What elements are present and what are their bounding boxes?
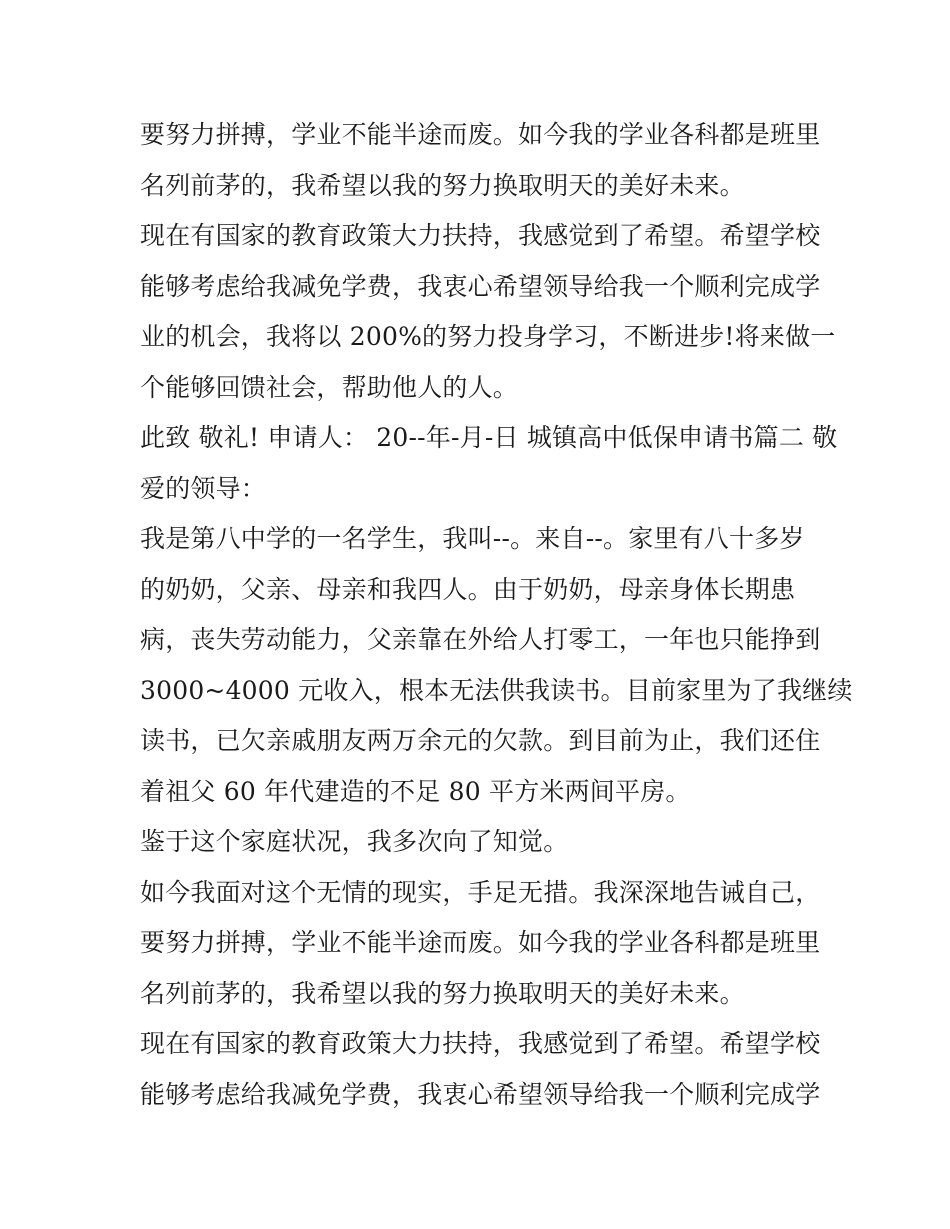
text-line: 个能够回馈社会，帮助他人的人。 xyxy=(140,372,519,402)
text-line: 要努力拼搏，学业不能半途而废。如今我的学业各科都是班里 xyxy=(140,120,821,149)
text-line: 病，丧失劳动能力，父亲靠在外给人打零工，一年也只能挣到 xyxy=(140,625,821,654)
text-line: 能够考虑给我减免学费，我衷心希望领导给我一个顺利完成学 xyxy=(140,1079,821,1109)
document-body xyxy=(140,110,853,1120)
text-line: 我是第八中学的一名学生，我叫--。来自--。家里有八十多岁 xyxy=(140,524,805,553)
text-line: 名列前茅的，我希望以我的努力换取明天的美好未来。 xyxy=(140,978,745,1008)
text-line: 3000~4000 元收入，根本无法供我读书。目前家里为了我继续 xyxy=(140,675,853,705)
text-line: 业的机会，我将以 200%的努力投身学习，不断进步!将来做一 xyxy=(140,322,836,351)
text-line: 读书，已欠亲戚朋友两万余元的欠款。到目前为止，我们还住 xyxy=(140,726,821,755)
text-line: 着祖父 60 年代建造的不足 80 平方米两间平房。 xyxy=(140,776,691,806)
text-line: 要努力拼搏，学业不能半途而废。如今我的学业各科都是班里 xyxy=(140,928,821,957)
text-line: 名列前茅的，我希望以我的努力换取明天的美好未来。 xyxy=(140,170,745,200)
text-line: 鉴于这个家庭状况，我多次向了知觉。 xyxy=(140,827,569,856)
text-line: 现在有国家的教育政策大力扶持，我感觉到了希望。希望学校 xyxy=(140,1029,821,1058)
text-line: 能够考虑给我减免学费，我衷心希望领导给我一个顺利完成学 xyxy=(140,271,821,301)
text-line: 现在有国家的教育政策大力扶持，我感觉到了希望。希望学校 xyxy=(140,221,821,250)
text-line: 的奶奶，父亲、母亲和我四人。由于奶奶，母亲身体长期患 xyxy=(140,574,796,604)
text-line: 如今我面对这个无情的现实，手足无措。我深深地告诫自己， xyxy=(140,877,821,907)
text-line: 此致 敬礼! 申请人： 20--年-月-日 城镇高中低保申请书篇二 敬 xyxy=(140,423,838,452)
text-line: 爱的领导： xyxy=(140,473,267,503)
